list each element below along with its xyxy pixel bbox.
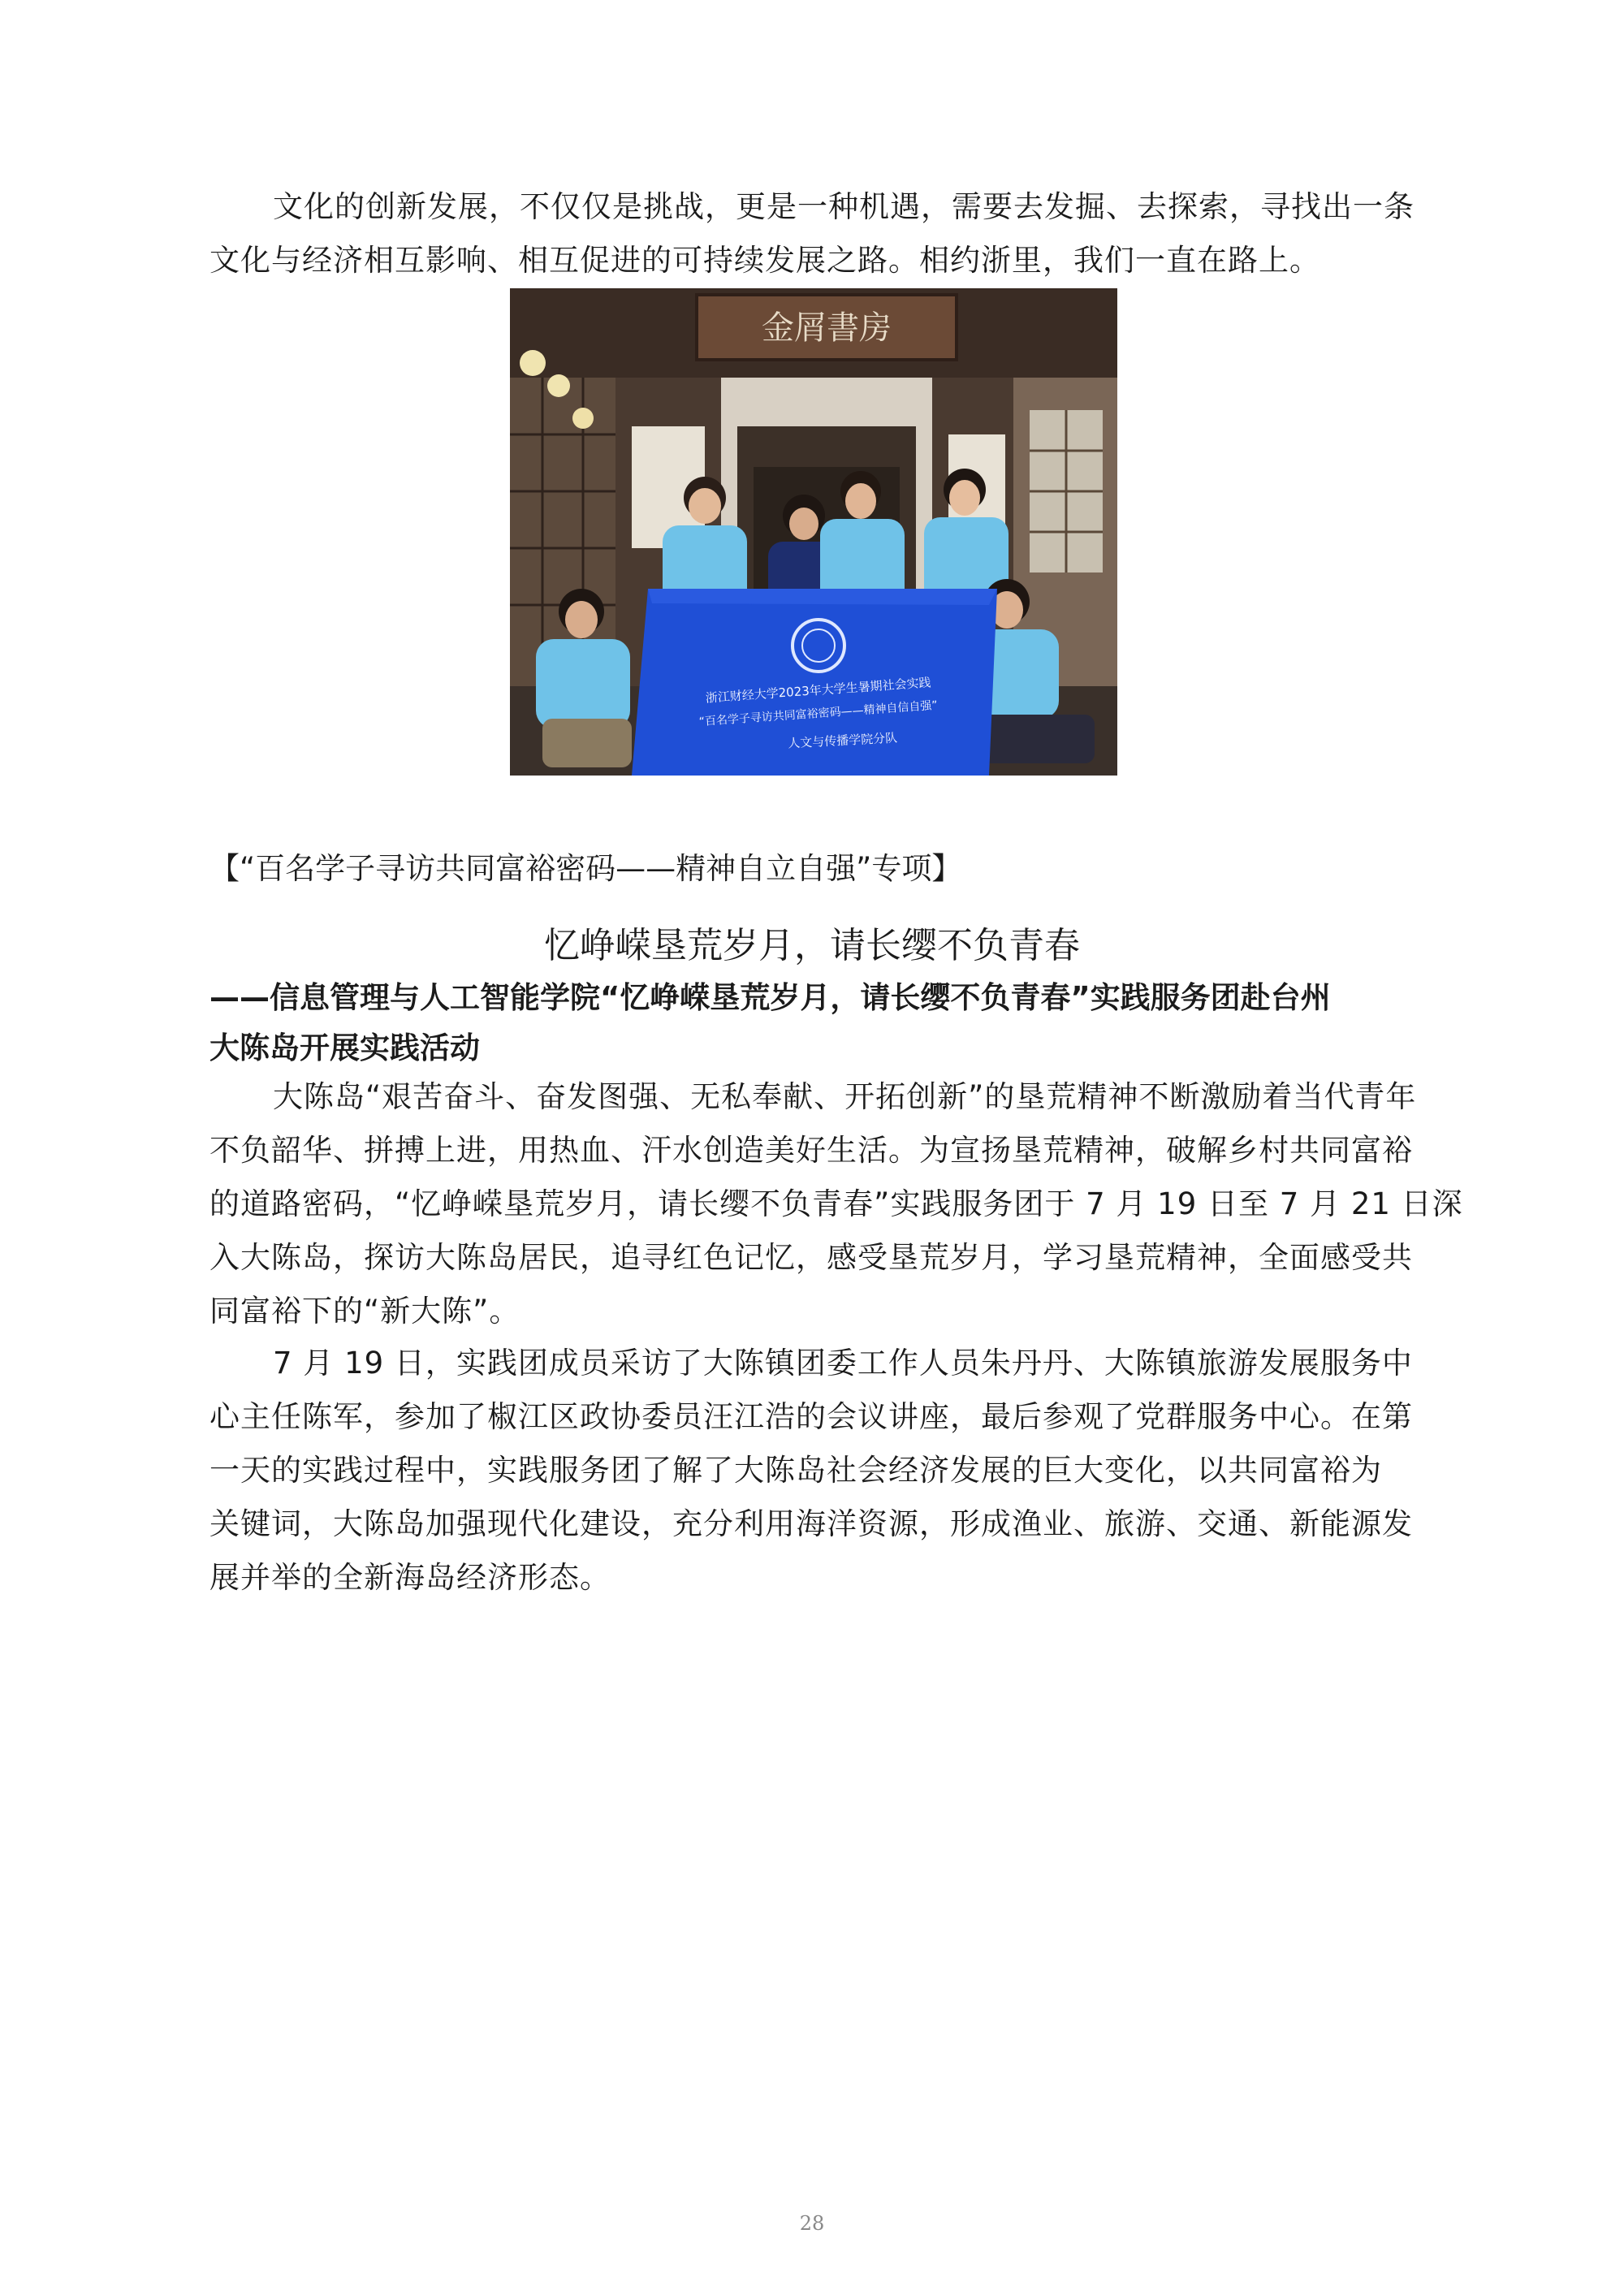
subtitle-line: 大陈岛开展实践活动 <box>209 1030 480 1065</box>
paragraph-line: 一天的实践过程中，实践服务团了解了大陈岛社会经济发展的巨大变化，以共同富裕为 <box>209 1453 1382 1488</box>
paragraph-line: 入大陈岛，探访大陈岛居民，追寻红色记忆，感受垦荒岁月，学习垦荒精神，全面感受共 <box>209 1240 1413 1275</box>
plaque-text: 金屑書房 <box>762 309 892 347</box>
paragraph-line: 展并举的全新海岛经济形态。 <box>209 1560 611 1595</box>
paragraph-line: 大陈岛“艰苦奋斗、奋发图强、无私奉献、开拓创新”的垦荒精神不断激励着当代青年 <box>273 1079 1417 1114</box>
paragraph-line: 心主任陈军，参加了椒江区政协委员汪江浩的会议讲座，最后参观了党群服务中心。在第 <box>209 1399 1413 1434</box>
group-photo <box>510 288 1117 776</box>
intro-line: 文化与经济相互影响、相互促进的可持续发展之路。相约浙里，我们一直在路上。 <box>209 243 1320 278</box>
paragraph-line: 同富裕下的“新大陈”。 <box>209 1294 520 1329</box>
banner-line: 浙江财经大学2023年大学生暑期社会实践 <box>705 675 932 706</box>
paragraph-line: 7 月 19 日，实践团成员采访了大陈镇团委工作人员朱丹丹、大陈镇旅游发展服务中 <box>273 1346 1413 1380</box>
article-subtitle <box>209 973 1427 1074</box>
body-paragraph-2 <box>209 1337 1427 1605</box>
article-title: 忆峥嵘垦荒岁月，请长缨不负青春 <box>544 925 1080 966</box>
page-number: 28 <box>799 2212 825 2235</box>
section-tag: 【“百名学子寻访共同富裕密码——精神自立自强”专项】 <box>209 851 962 886</box>
banner-line: 人文与传播学院分队 <box>787 730 898 751</box>
subtitle-line: ——信息管理与人工智能学院“忆峥嵘垦荒岁月，请长缨不负青春”实践服务团赴台州 <box>209 980 1331 1015</box>
paragraph-line: 不负韶华、拼搏上进，用热血、汗水创造美好生活。为宣扬垦荒精神，破解乡村共同富裕 <box>209 1133 1413 1168</box>
intro-paragraph <box>209 180 1427 287</box>
body-paragraph-1 <box>209 1070 1463 1338</box>
paragraph-line: 的道路密码，“忆峥嵘垦荒岁月，请长缨不负青春”实践服务团于 7 月 19 日至 7 月 21 日深 <box>209 1186 1463 1221</box>
paragraph-line: 关键词，大陈岛加强现代化建设，充分利用海洋资源，形成渔业、旅游、交通、新能源发 <box>209 1506 1413 1541</box>
banner-line: “百名学子寻访共同富裕密码——精神自信自强” <box>698 698 939 729</box>
intro-line: 文化的创新发展，不仅仅是挑战，更是一种机遇，需要去发掘、去探索，寻找出一条 <box>273 189 1415 224</box>
